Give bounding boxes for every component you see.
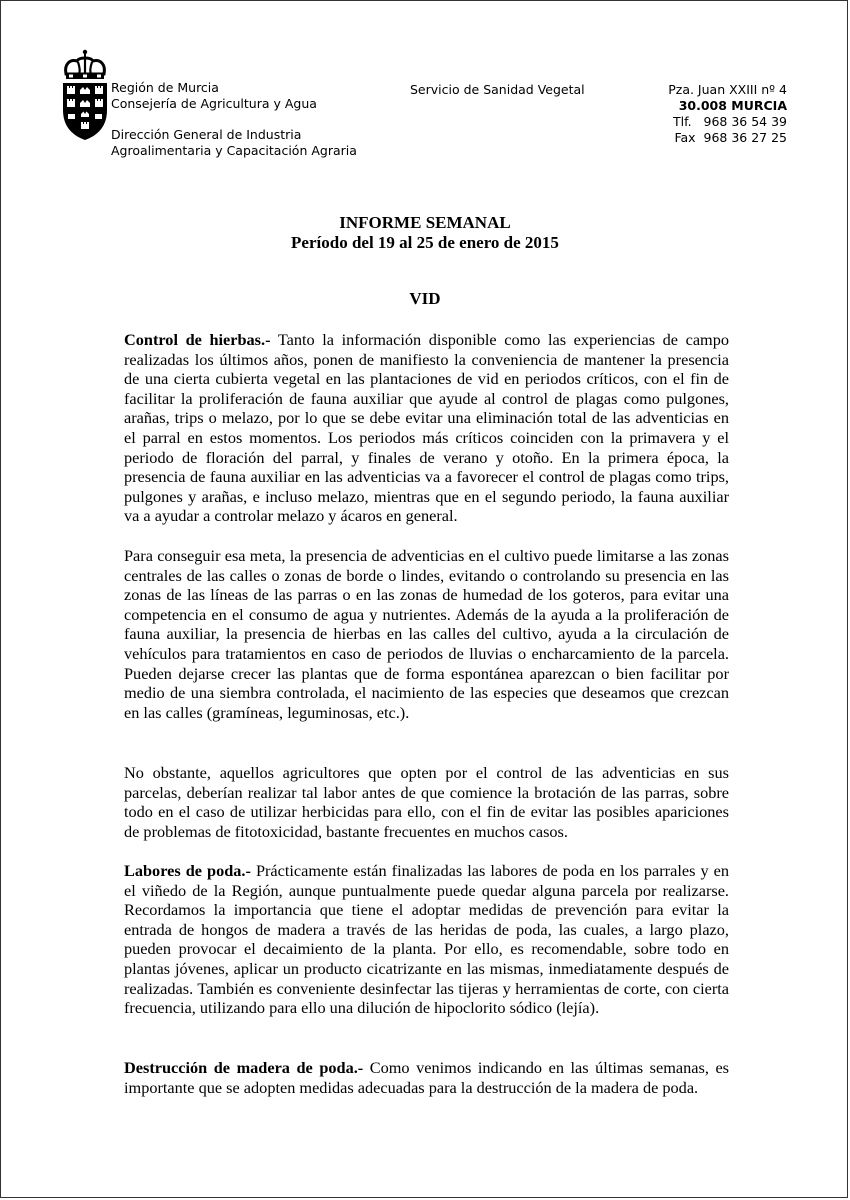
- paragraph-text: Prácticamente están finalizadas las labores de poda en los parrales y en el viñedo de la Región, aunque puntualmente puede quedar alguna parcela por realizarse. Recordamos la importancia que tiene el adoptar medidas de prevención para evitar la entrada de hongos de madera a través de las heridas de poda, las cuales, a largo plazo, pueden provocar el decaimiento de la planta. Por ello, es recomendable, sobre todo en plantas jóvenes, aplicar un producto cicatrizante en las mismas, inmediatamente después de realizadas. También es conveniente desinfectar las tijeras y herramientas de corte, con cierta frecuencia, utilizando para ello una dilución de hipoclorito sódico (lejía).: [124, 861, 729, 1018]
- street-address: Pza. Juan XXIII nº 4: [668, 82, 787, 97]
- phone-number: Tlf. 968 36 54 39: [673, 114, 787, 129]
- ministry-name: Consejería de Agricultura y Agua: [111, 96, 317, 111]
- paragraph-lead: Labores de poda.-: [124, 861, 251, 880]
- report-period: Período del 19 al 25 de enero de 2015: [291, 233, 559, 252]
- paragraph-text: Como venimos indicando en las últimas semanas, es importante que se adopten medidas adecuadas para la destrucción de la madera de poda.: [124, 1058, 730, 1097]
- address-block: [668, 82, 787, 146]
- directorate-line-2: Agroalimentaria y Capacitación Agraria: [111, 143, 357, 158]
- paragraph-destruccion-madera: [124, 1058, 729, 1097]
- paragraph-lead: Control de hierbas.-: [124, 330, 271, 349]
- report-title: INFORME SEMANAL: [339, 213, 511, 232]
- fax-number: Fax 968 36 27 25: [674, 130, 787, 145]
- paragraph-lead: Destrucción de madera de poda.-: [124, 1058, 364, 1077]
- paragraph-text: No obstante, aquellos agricultores que opten por el control de las adventicias en sus parcelas, deberían realizar tal labor antes de que comience la brotación de las parras, sobre todo en el caso de utilizar herbicidas para ello, con el fin de evitar las posibles apariciones de problemas de fitotoxicidad, bastante frecuentes en muchos casos.: [124, 763, 729, 841]
- section-heading: VID: [409, 289, 441, 308]
- postal-city: 30.008 MURCIA: [678, 98, 787, 113]
- region-name: Región de Murcia: [111, 80, 219, 95]
- paragraph-herbicidas: [124, 763, 729, 841]
- directorate-line-1: Dirección General de Industria: [111, 127, 302, 142]
- paragraph-text: Tanto la información disponible como las experiencias de campo realizadas los últimos años, ponen de manifiesto la conveniencia de mantener la presencia de una cierta cubierta vegetal en las plantaciones de vid en periodos críticos, con el fin de facilitar la proliferación de fauna auxiliar que ayude al control de plagas como pulgones, arañas, trips o melazo, por lo que se debe evitar una eliminación total de las adventicias en el parral en estos momentos. Los periodos más críticos coinciden con la primavera y el periodo de floración del parral, y finales de verano y otoño. En la primera época, la presencia de fauna auxiliar en las adventicias va a favorecer el control de plagas como trips, pulgones y arañas, e incluso melazo, mientras que en el segundo periodo, la fauna auxiliar va a ayudar a controlar melazo y ácaros en general.: [124, 330, 729, 526]
- directorate-block: [111, 127, 357, 159]
- organization-block: [111, 80, 317, 112]
- paragraph-text: Para conseguir esa meta, la presencia de adventicias en el cultivo puede limitarse a las zonas centrales de las calles o zonas de borde o lindes, evitando o controlando su presencia en las zonas de las líneas de las parras o en las zonas de humedad de los goteros, para evitar una competencia en el consumo de agua y nutrientes. Además de la ayuda a la proliferación de fauna auxiliar, la presencia de hierbas en las calles del cultivo, ayuda a la circulación de vehículos para tratamientos en caso de periodos de lluvias o encharcamiento de la parcela. Pueden dejarse crecer las plantas que de forma espontánea aparezcan o bien facilitar por medio de una siembra controlada, el nacimiento de las especies que deseamos que crezcan en las calles (gramíneas, leguminosas, etc.).: [124, 546, 729, 722]
- paragraph-control-hierbas: [124, 330, 729, 526]
- paragraph-labores-poda: [124, 861, 729, 1018]
- coat-of-arms-icon: [60, 48, 110, 142]
- paragraph-adventicias-zonas: [124, 546, 729, 722]
- service-name: Servicio de Sanidad Vegetal: [410, 82, 585, 97]
